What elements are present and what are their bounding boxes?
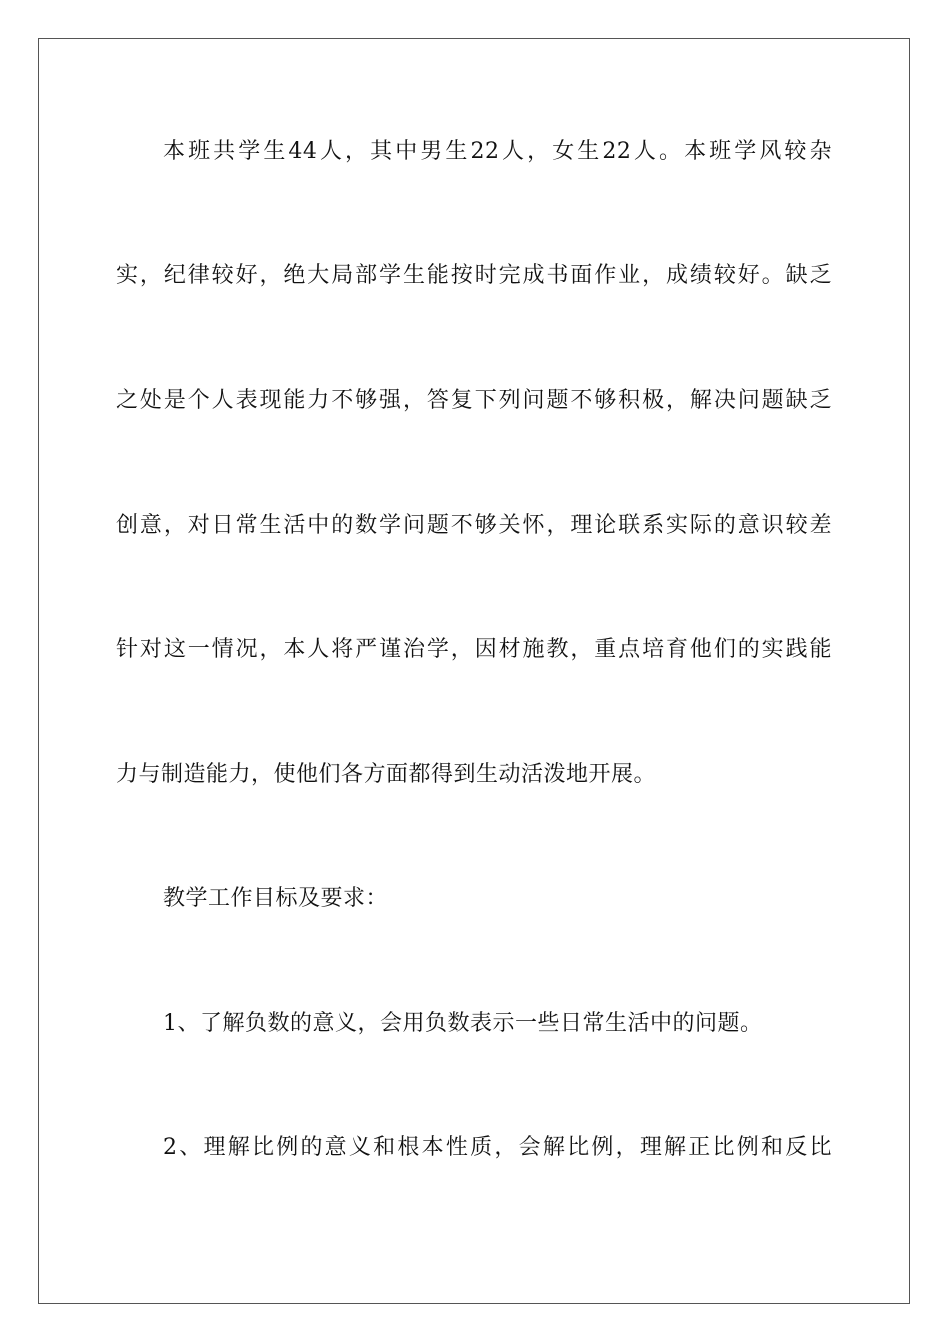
paragraph-line-4: 创意，对日常生活中的数学问题不够关怀，理论联系实际的意识较差 [116, 513, 832, 538]
paragraph-line-1: 本班共学生44人，其中男生22人，女生22人。本班学风较杂 [163, 139, 832, 164]
paragraph-line-3: 之处是个人表现能力不够强，答复下列问题不够积极，解决问题缺乏 [116, 388, 832, 413]
paragraph-line-5: 针对这一情况，本人将严谨治学，因材施教，重点培育他们的实践能 [116, 637, 832, 662]
paragraph-line-6: 力与制造能力，使他们各方面都得到生动活泼地开展。 [116, 762, 657, 787]
page-border [38, 38, 910, 1304]
section-heading: 教学工作目标及要求： [163, 886, 389, 911]
list-item-2: 2、理解比例的意义和根本性质，会解比例，理解正比例和反比 [163, 1135, 832, 1160]
list-item-1: 1、了解负数的意义，会用负数表示一些日常生活中的问题。 [163, 1011, 763, 1036]
paragraph-line-2: 实，纪律较好，绝大局部学生能按时完成书面作业，成绩较好。缺乏 [116, 263, 832, 288]
